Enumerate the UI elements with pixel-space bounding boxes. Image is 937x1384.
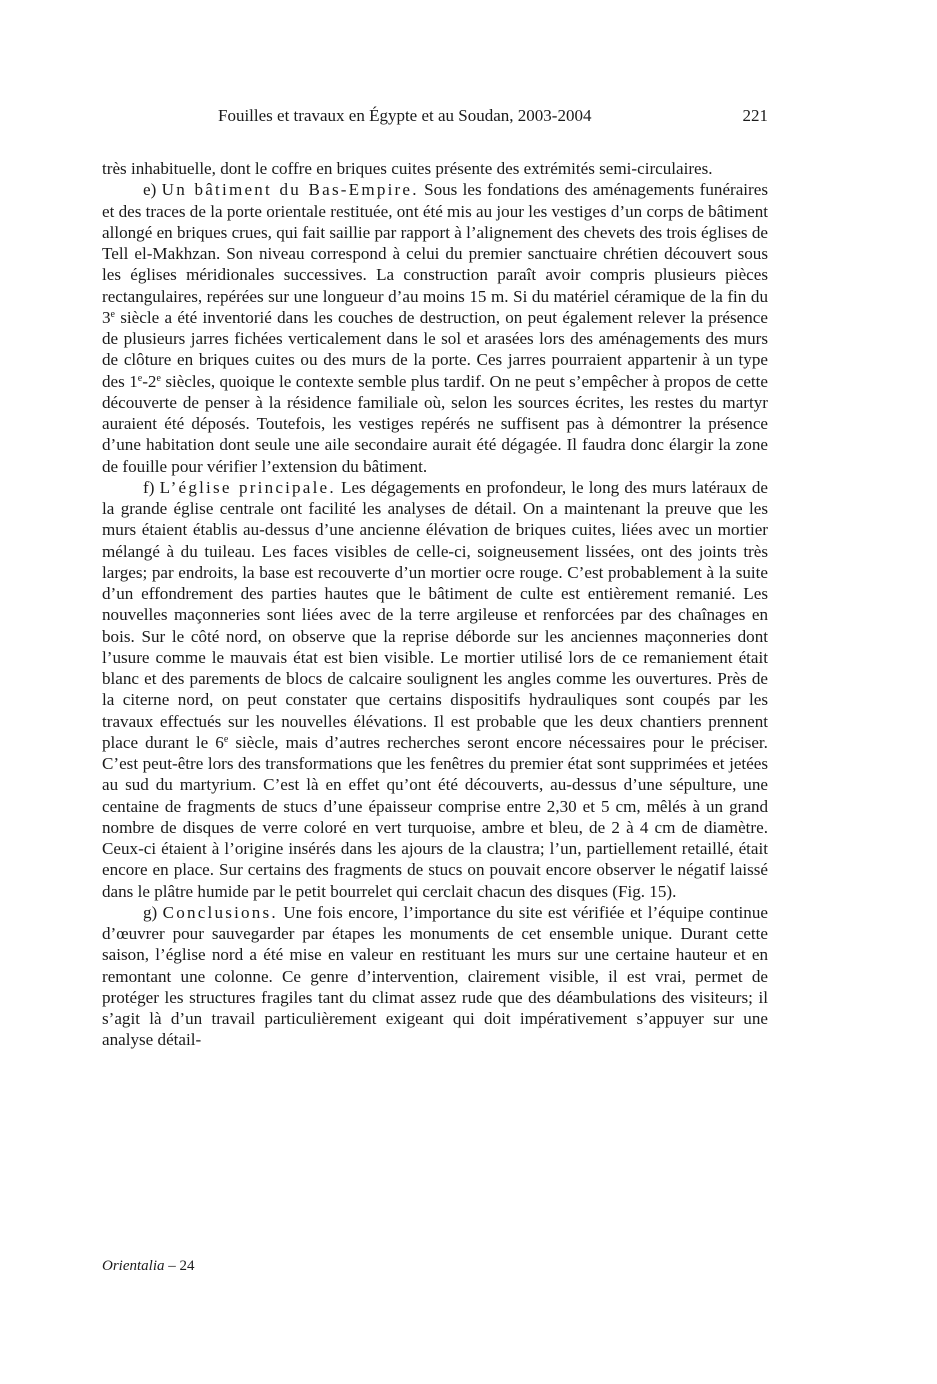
running-head [218, 104, 768, 128]
section-label: e) [143, 180, 157, 200]
paragraph-text: Sous les fondations des aménagements funéraires et des traces de la porte orientale restituée, ont été mis au jour les vestiges d’un corps de bâtiment allongé en briques crues, qui fait saillie par rapport à l’alignement des chevets des trois églises de Tell el-Makhzan. Son niveau correspond à celui du premier sanctuaire chrétien découvert sous les églises méridionales successives. La construction paraît avoir compris plusieurs pièces rectangulaires, repérées sur une longueur d’au moins 15 m. Si du matériel céramique de la fin du [102, 180, 768, 306]
section-label: f) [143, 477, 155, 497]
century-number: 3 [102, 307, 111, 327]
paragraph-f [102, 477, 768, 902]
paragraph-g [102, 902, 768, 1051]
superscript: e [137, 372, 143, 384]
paragraph-text: Une fois encore, l’importance du site est vérifiée et l’équipe continue d’œuvrer pour sauvegarder par étapes les monuments de cet ensemble unique. Durant cette saison, l’église nord a été mise en valeur en restituant les murs sur une certaine hauteur et en remontant une colonne. Ce genre d’intervention, clairement visible, il est vrai, permet de protéger les structures fragiles tant du climat assez rude que des déambulations des visiteurs; il s’agit là d’un travail particulièrement exigeant qui doit impérativement s’appuyer sur une analyse détail- [102, 902, 768, 1050]
page-footer [102, 1256, 195, 1276]
paragraph-text: Les dégagements en profondeur, le long des murs latéraux de la grande église centrale ont facilité les analyses de détail. On a maintenant la preuve que les murs étaient établis au-dessus d’une ancienne élévation de briques cuites, liées avec un mortier mélangé à du tuileau. Les faces visibles de celle-ci, soigneusement lissées, ont des joints très larges; par endroits, la base est recouverte d’un mortier ocre rouge. C’est probablement à la suite d’un effondrement des parties hautes que le bâtiment de culte est entièrement remanié. Les nouvelles maçonneries sont liées avec de la terre argileuse et renforcées par des chaînages en bois. Sur le côté nord, on observe que la reprise déborde sur les anciennes maçonneries dont l’usure comme le mauvais état est bien visible. Le mortier utilisé lors de ce remaniement était blanc et des parements de blocs de calcaire soulignent les angles comme les ouvertures. Près de la citerne nord, on peut constater que certains dispositifs hydrauliques sont coupés par les travaux effectués sur les nouvelles élévations. Il est probable que les deux chantiers prennent place durant le [102, 477, 769, 752]
section-heading: Un bâtiment du Bas-Empire. [161, 180, 419, 200]
body-text [102, 158, 768, 1051]
superscript: e [156, 372, 161, 384]
section-heading: Conclusions. [162, 902, 278, 922]
page-number: 221 [742, 106, 768, 125]
century-range [129, 372, 161, 391]
section-heading: L’église principale. [159, 477, 336, 497]
century-number: 6 [215, 732, 224, 752]
century-number: 1 [129, 371, 138, 391]
century-number: -2 [142, 371, 157, 391]
superscript: e [223, 733, 229, 745]
superscript: e [110, 308, 115, 320]
paragraph-text: siècle a été inventorié dans les couches de destruction, on peut également relever la présence de plusieurs jarres fichées verticalement dans le sol et arasées lors des aménagements des murs de clôture en briques cuites ou des murs de la porte. Ces jarres pourraient appartenir à un type des [102, 307, 768, 391]
paragraph-text: siècle, mais d’autres recherches seront encore nécessaires pour le préciser. C’est peut-être lors des transformations que les fenêtres du premier état sont supprimées et jetées au sud du martyrium. C’est là en effet qu’ont été découverts, au-dessus d’une sépulture, une centaine de fragments de stucs d’une épaisseur comprise entre 2,30 et 5 cm, mêlés à un grand nombre de disques de verre coloré en vert turquoise, ambre et bleu, de 2 à 4 cm de diamètre. Ceux-ci étaient à l’origine insérés dans les ajours de la claustra; l’un, partiellement retaillé, était encore en place. Sur certains des fragments de stucs on pouvait encore observer le négatif laissé dans le plâtre humide par le petit bourrelet qui cerclait chacun des disques (Fig. 15). [102, 732, 768, 901]
paragraph-continuation: très inhabituelle, dont le coffre en briques cuites présente des extrémités semi-circulaires. [102, 159, 713, 178]
running-title: Fouilles et travaux en Égypte et au Soudan, 2003-2004 [218, 106, 592, 125]
signature-mark: – 24 [168, 1258, 195, 1274]
journal-name: Orientalia [102, 1258, 165, 1274]
section-label: g) [143, 902, 158, 922]
paragraph-text: siècles, quoique le contexte semble plus tardif. On ne peut s’empêcher à propos de cette découverte de penser à la résidence familiale où, selon les sources écrites, les restes du martyr auraient été déposés. Toutefois, les vestiges repérés ne suffisent pas à démontrer la présence d’une habitation dont seule une aile secondaire aurait été dégagée. Il faudra donc élargir la zone de fouille pour vérifier l’extension du bâtiment. [102, 371, 768, 476]
paragraph-e [102, 179, 768, 477]
